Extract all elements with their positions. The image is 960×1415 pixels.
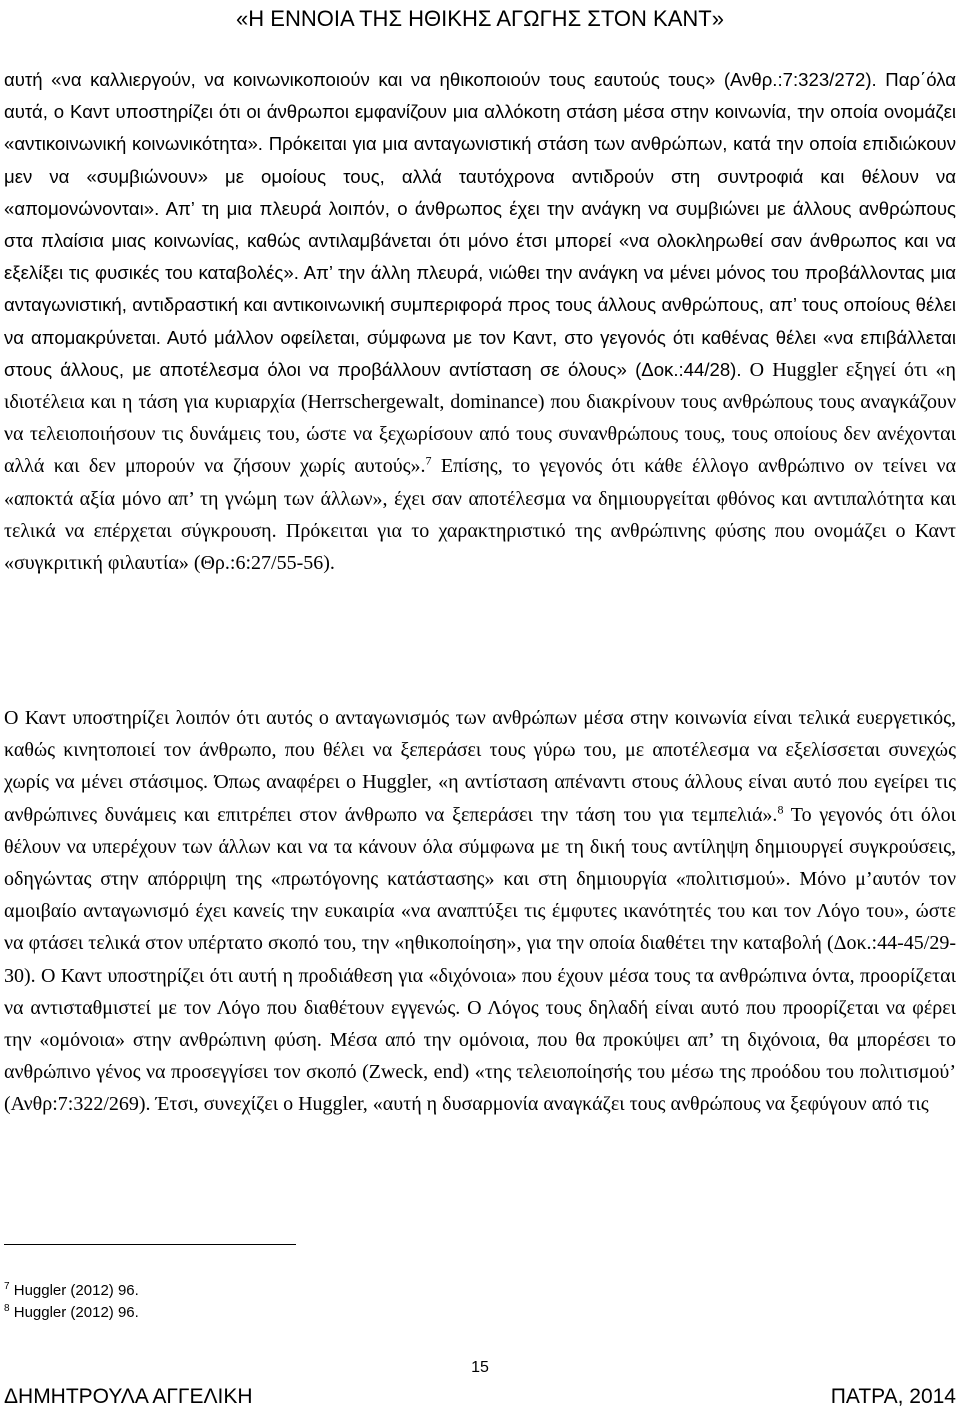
paragraph-1-sentence-2: Απ’ τη μια πλευρά λοιπόν, ο άνθρωπος έχει την ανάγκη να συμβιώνει με άλλους ανθρώπους στα πλαίσια μιας κοινωνίας, καθώς αντιλαμβάνεται ότι μόνο έτσι μπορεί «να ολοκληρωθεί σαν άνθρωπος και να εξελίξει τις φυσικές του καταβολές». Απ’ την άλλη πλευρά, νιώθει την ανάγκη να μένει μόνος του προβάλλοντας μια ανταγωνιστική, αντιδραστική και αντικοινωνική συμπεριφορά προς τους άλλους ανθρώπους, απ’ τους οποίους θέλει να απομακρύνεται. Αυτό μάλλον οφείλεται, σύμφωνα με τον Καντ, στο γεγονός ότι καθένας θέλει «να επιβάλλεται στους άλλους, με αποτέλεσμα όλοι να προβάλλουν αντίσταση σε όλους» (Δοκ.:44/28).	[4, 197, 956, 380]
paragraph-1-sentence-1: αυτή «να καλλιεργούν, να κοινωνικοποιούν και να ηθικοποιούν τους εαυτούς τους» (Ανθρ.:7:323/272). Παρ΄όλα αυτά, ο Καντ υποστηρίζει ότι οι άνθρωποι εμφανίζουν μια αλλόκοτη στάση μέσα στην κοινωνία, την οποία ονομάζει «αντικοινωνική κοινωνικότητα». Πρόκειται για μια ανταγωνιστική στάση των ανθρώπων, κατά την οποία επιδιώκουν μεν να «συμβιώνουν» με ομοίους τους, αλλά ταυτόχρονα αντιδρούν στη συντροφιά και θέλουν να «απομονώνονται».	[4, 69, 956, 219]
footnote-7	[4, 1280, 139, 1302]
paragraph-1-sentence-4: Επίσης, το γεγονός ότι κάθε έλλογο ανθρώπινο ον τείνει να «αποκτά αξία μόνο απ’ τη γνώμη των άλλων», έχει σαν αποτέλεσμα να δημιουργείται φθόνος και αντιπαλότητα και τελικά να επέρχεται σύγκρουση. Πρόκειται για το χαρακτηριστικό της ανθρώπινης φύσης που ονομάζει ο Καντ «συγκριτική φιλαυτία» (Θρ.:6:27/55-56).	[4, 455, 956, 575]
paragraph-2-sentence-1: Ο Καντ υποστηρίζει λοιπόν ότι αυτός ο ανταγωνισμός των ανθρώπων μέσα στην κοινωνία είναι τελικά ευεργετικός, καθώς κινητοποιεί τον άνθρωπο, που θέλει να ξεπεράσει τους γύρω του, με αποτέλεσμα να εξελίσσεται συνεχώς χωρίς να μένει στάσιμος. Όπως αναφέρει ο Huggler, «η αντίσταση απέναντι στους άλλους είναι αυτό που εγείρει τις ανθρώπινες δυνάμεις και επιτρέπει στον άνθρωπο να ξεπεράσει την τάση του για τεμπελιά».	[4, 707, 956, 826]
footnote-text: Huggler (2012) 96.	[9, 1304, 139, 1321]
footnote-number: 7	[4, 1281, 10, 1292]
footnote-8	[4, 1302, 139, 1324]
footnote-ref-8[interactable]: 8	[777, 801, 784, 816]
paragraph-1-sentence-3: Ο Huggler εξηγεί ότι «η ιδιοτέλεια και η τάση για κυριαρχία (Herrschergewalt, dominance) που διακρίνουν τους ανθρώπους τους αναγκάζουν να τελειοποιήσουν τις δυνάμεις του, ώστε να ξεχωρίσουν από τους συνανθρώπους τους, τους οποίους δεν ανέχονται αλλά και δεν μπορούν να ζήσουν χωρίς αυτούς».	[4, 358, 956, 478]
footnote-ref-7[interactable]: 7	[425, 453, 432, 468]
footnote-separator	[4, 1244, 296, 1245]
running-footer	[4, 1384, 956, 1410]
footnote-number: 8	[4, 1303, 10, 1314]
footer-place-year: ΠΑΤΡΑ, 2014	[830, 1385, 956, 1408]
paragraph-1	[4, 64, 956, 579]
footnote-text: Huggler (2012) 96.	[9, 1282, 139, 1299]
footnotes	[4, 1280, 139, 1324]
running-header: «Η ΕΝΝΟΙΑ ΤΗΣ ΗΘΙΚΗΣ ΑΓΩΓΗΣ ΣΤΟΝ ΚΑΝΤ»	[236, 6, 724, 31]
paragraph-2	[4, 702, 956, 1121]
page-number: 15	[471, 1359, 489, 1376]
footer-author: ΔΗΜΗΤΡΟΥΛΑ ΑΓΓΕΛΙΚΗ	[4, 1385, 253, 1408]
paragraph-2-sentence-2: Το γεγονός ότι όλοι θέλουν να υπερέχουν των άλλων και να τα κάνουν όλα σύμφωνα με τη δική τους αντίληψη δημιουργεί συγκρούσεις, οδηγώντας στην απόρριψη της «πρωτόγονης κατάστασης» και στη δημιουργία «πολιτισμού». Μόνο μ’αυτόν τον αμοιβαίο ανταγωνισμό έχει κανείς την ευκαιρία «να αναπτύξει τις έμφυτες ικανότητές του και τον Λόγο του», ώστε να φτάσει τελικά στον υπέρτατο σκοπό του, την «ηθικοποίηση», για την οποία διαθέτει την καταβολή (Δοκ.:44-45/29-30). Ο Καντ υποστηρίζει ότι αυτή η προδιάθεση για «διχόνοια» που έχουν μέσα τους τα ανθρώπινα όντα, προορίζεται να αντισταθμιστεί με τον Λόγο που διαθέτουν εγγενώς. Ο Λόγος τους δηλαδή είναι αυτό που προορίζεται να φέρει την «ομόνοια» στην ανθρώπινη φύση. Μέσα από την ομόνοια, που θα προκύψει απ’ τη διχόνοια, θα μπορέσει το ανθρώπινο γένος να προσεγγίσει τον σκοπό (Zweck, end) «της τελειοποίησής του μέσω της προόδου του πολιτισμού’ (Ανθρ:7:322/269). Έτσι, συνεχίζει ο Huggler, «αυτή η δυσαρμονία αναγκάζει τους ανθρώπους να ξεφύγουν από τις	[4, 803, 957, 1116]
